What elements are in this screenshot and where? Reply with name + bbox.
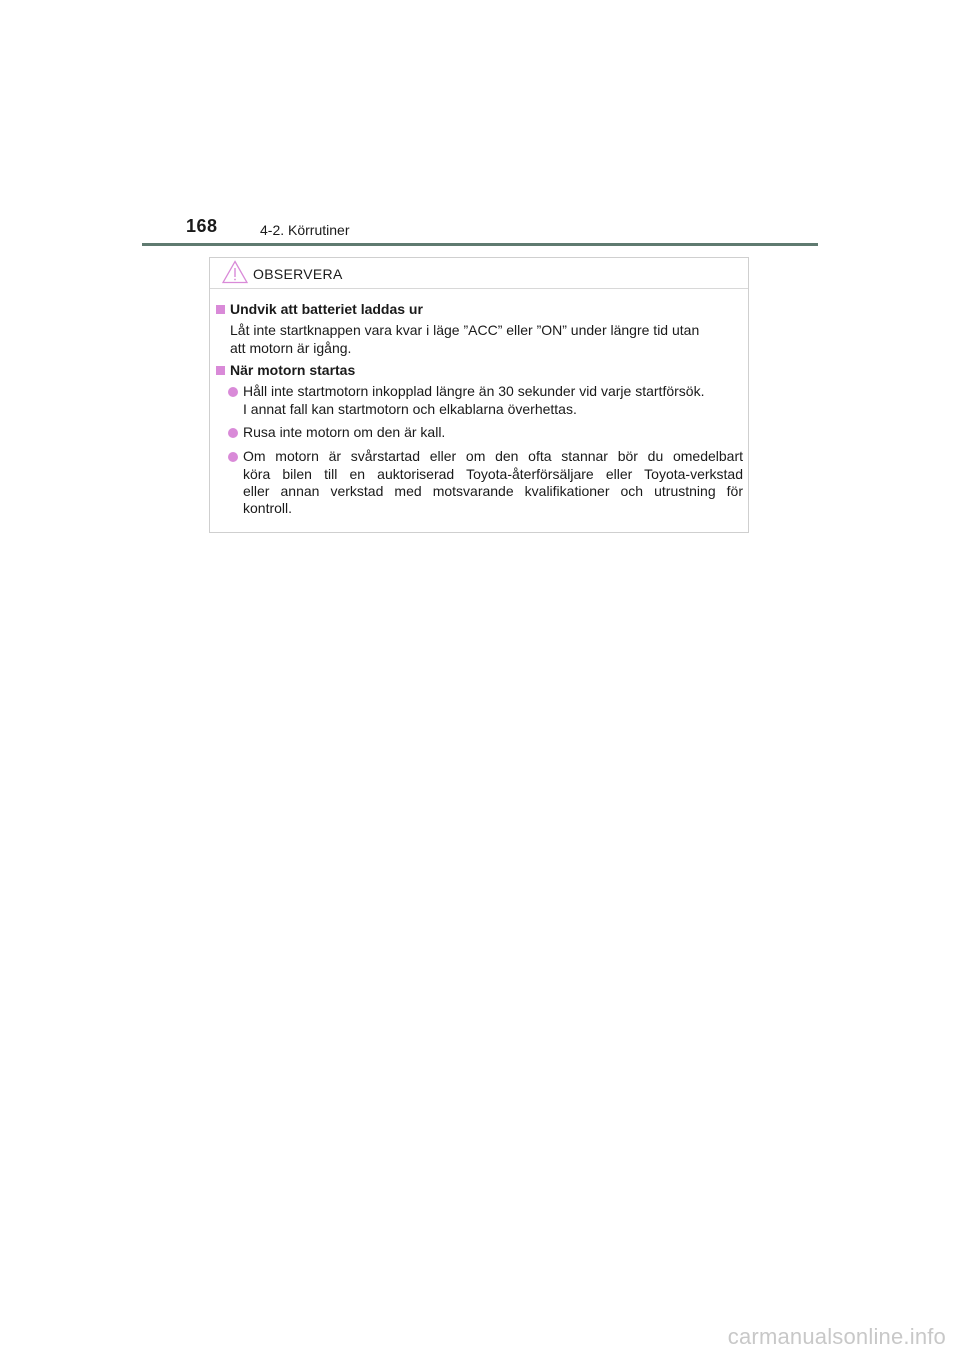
dot-bullet <box>228 452 238 462</box>
item-text-line: Låt inte startknappen vara kvar i läge ”ACC” eller ”ON” under längre tid utan <box>230 322 700 338</box>
caution-header <box>210 258 748 289</box>
bullet-text-line: kontroll. <box>243 500 293 516</box>
bullet-text-line: Om motorn är svårstartad eller om den ofta stannar bör du omedelbart <box>243 448 743 464</box>
section-title: 4-2. Körrutiner <box>260 222 350 238</box>
header-rule <box>142 243 818 246</box>
bullet-text-line: Håll inte startmotorn inkopplad längre än 30 sekunder vid varje startförsök. <box>243 383 705 399</box>
bullet-text-line: Rusa inte motorn om den är kall. <box>243 424 446 440</box>
page-number: 168 <box>186 216 218 236</box>
dot-bullet <box>228 387 238 397</box>
caution-title: OBSERVERA <box>253 266 343 282</box>
item-heading: När motorn startas <box>230 362 356 378</box>
item-heading: Undvik att batteriet laddas ur <box>230 301 423 317</box>
square-bullet <box>216 366 225 375</box>
caution-box <box>209 257 749 533</box>
bullet-text-line: I annat fall kan startmotorn och elkablarna överhettas. <box>243 401 577 417</box>
square-bullet <box>216 305 225 314</box>
footer-watermark: carmanualsonline.info <box>727 1324 946 1349</box>
warning-triangle-icon <box>222 260 248 284</box>
dot-bullet <box>228 428 238 438</box>
bullet-text-line: eller annan verkstad med motsvarande kvalifikationer och utrustning för <box>243 483 743 499</box>
bullet-text-line: köra bilen till en auktoriserad Toyota-återförsäljare eller Toyota-verkstad <box>243 466 743 482</box>
item-text-line: att motorn är igång. <box>230 340 352 356</box>
